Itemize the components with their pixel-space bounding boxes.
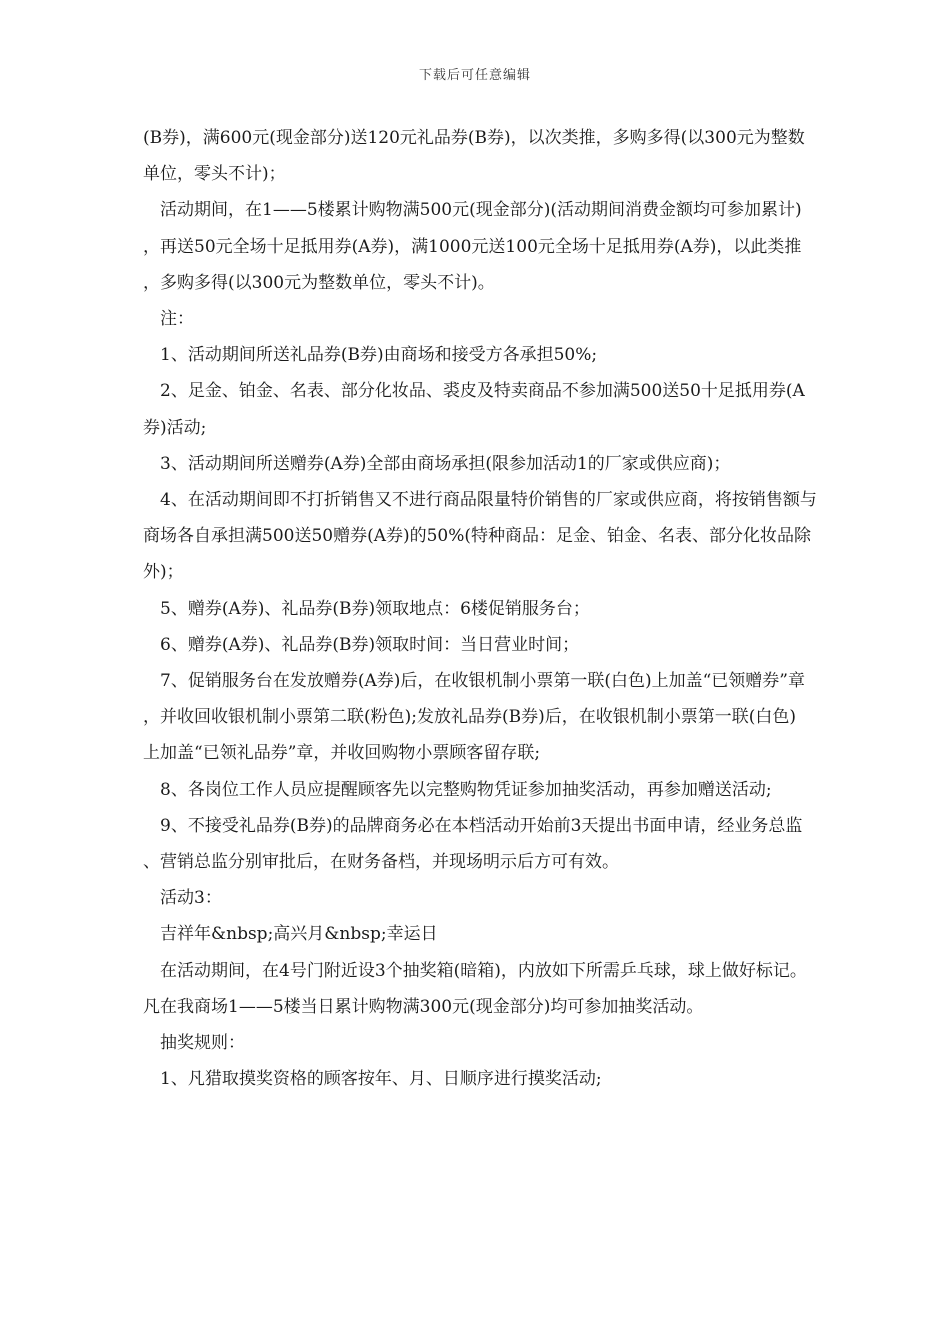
note-item-1: 1、活动期间所送礼品券(B券)由商场和接受方各承担50%; [160,345,598,366]
note-item-7: 7、促销服务台在发放赠券(A券)后，在收银机制小票第一联(白色)上加盖“已领赠券”章，并收回收银机制小票第二联(粉色);发放礼品券(B券)后，在收银机制小票第一联(白色)上加盖“已领礼品券”章，并收回购物小票顾客留存联; [143,671,806,764]
activity-3-slogan: 吉祥年&nbsp;高兴月&nbsp;幸运日 [160,924,438,945]
note-item-9: 9、不接受礼品券(B券)的品牌商务必在本档活动开始前3天提出书面申请，经业务总监、营销总监分别审批后，在财务备档，并现场明示后方可有效。 [143,815,803,873]
activity-3-heading: 活动3： [160,888,222,909]
note-item-4: 4、在活动期间即不打折销售又不进行商品限量特价销售的厂家或供应商，将按销售额与商场各自承担满500送50赠券(A券)的50%(特种商品：足金、铂金、名表、部分化妆品除外)； [143,490,817,583]
page-header-note: 下载后可任意编辑 [418,68,531,83]
activity-3-description: 在活动期间，在4号门附近设3个抽奖箱(暗箱)，内放如下所需乒乓球，球上做好标记。凡在我商场1——5楼当日累计购物满300元(现金部分)均可参加抽奖活动。 [143,960,807,1017]
note-item-8: 8、各岗位工作人员应提醒顾客先以完整购物凭证参加抽奖活动，再参加赠送活动; [160,779,772,800]
lottery-rule-1: 1、凡猎取摸奖资格的顾客按年、月、日顺序进行摸奖活动; [160,1069,602,1090]
note-item-2: 2、足金、铂金、名表、部分化妆品、裘皮及特卖商品不参加满500送50十足抵用券(A券)活动; [143,381,805,438]
lottery-rules-heading: 抽奖规则： [160,1033,245,1054]
paragraph-activity-period-a-voucher: 活动期间，在1——5楼累计购物满500元(现金部分)(活动期间消费金额均可参加累计)，再送50元全场十足抵用券(A券)，满1000元送100元全场十足抵用券(A券)，以此类推，多购多得(以300元为整数单位，零头不计)。 [143,200,802,293]
paragraph-b-voucher-continued: (B券)，满600元(现金部分)送120元礼品券(B券)，以次类推，多购多得(以300元为整数单位，零头不计)； [143,128,805,185]
note-item-6: 6、赠券(A券)、礼品券(B券)领取时间：当日营业时间； [160,634,580,655]
paragraph-notes-heading: 注： [160,309,194,330]
document-body [143,120,817,1097]
note-item-3: 3、活动期间所送赠券(A券)全部由商场承担(限参加活动1的厂家或供应商)； [160,453,731,474]
note-item-5: 5、赠券(A券)、礼品券(B券)领取地点：6楼促销服务台； [160,598,590,619]
